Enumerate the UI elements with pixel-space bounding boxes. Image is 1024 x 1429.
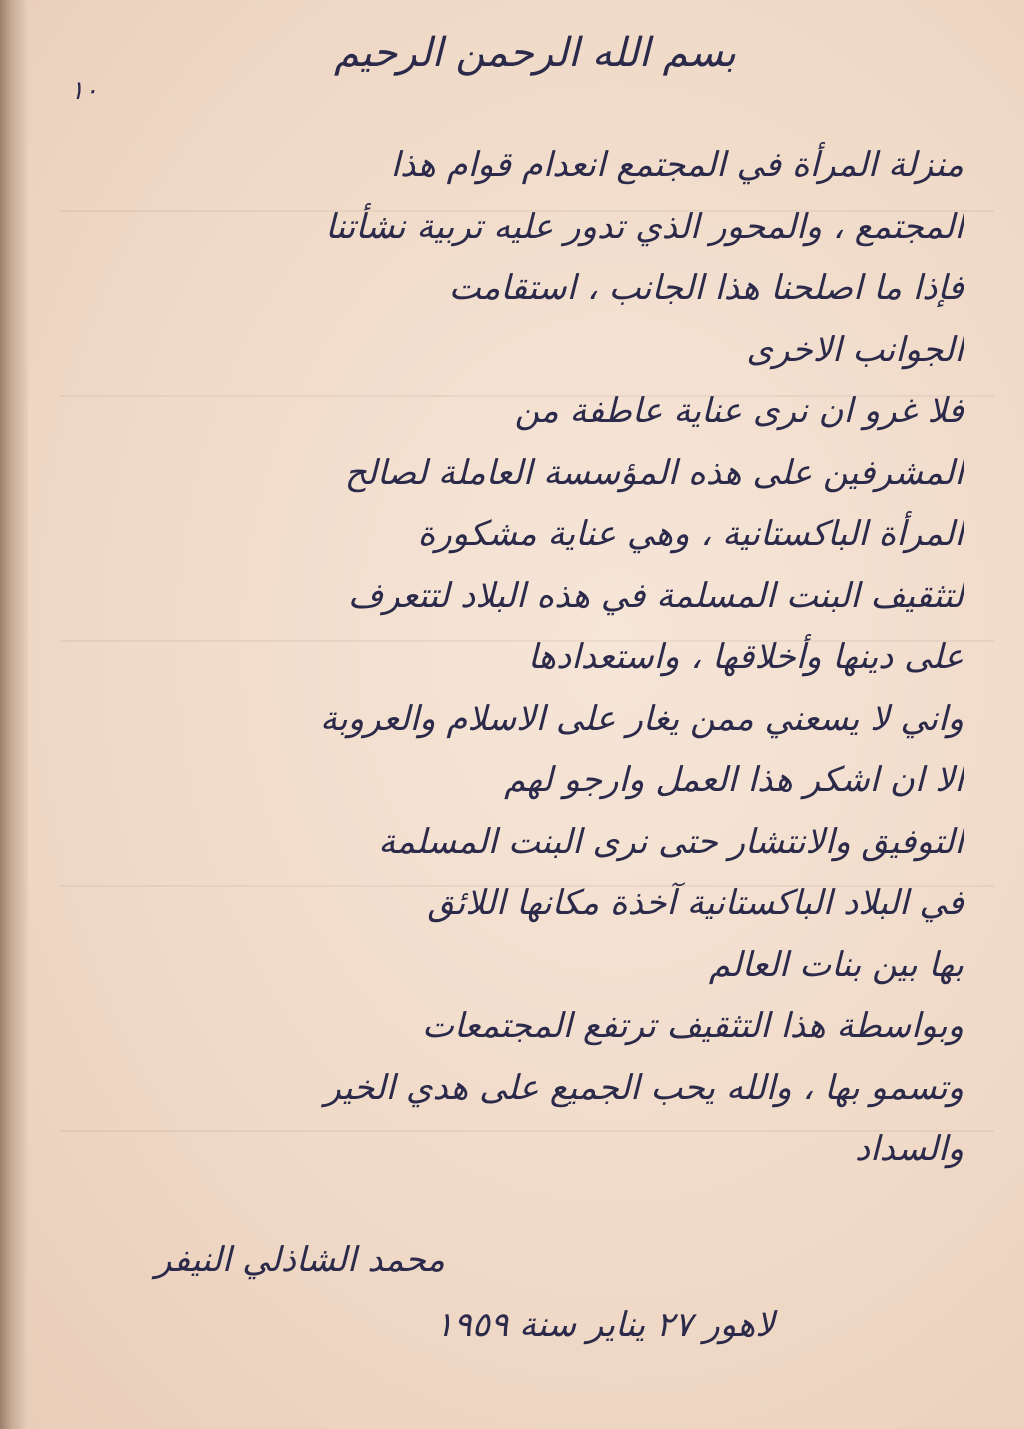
letter-line: لتثقيف البنت المسلمة في هذه البلاد لتتعرف xyxy=(348,575,964,616)
letter-line: المجتمع ، والمحور الذي تدور عليه تربية نشأتنا xyxy=(325,206,964,247)
letter-line: الا ان اشكر هذا العمل وارجو لهم xyxy=(504,760,964,800)
letter-line: وبواسطة هذا التثقيف ترتفع المجتمعات xyxy=(421,1006,964,1046)
page-number: ١٠ xyxy=(70,76,98,106)
letter-line: التوفيق والانتشار حتى نرى البنت المسلمة xyxy=(378,821,964,862)
letter-line: فلا غرو ان نرى عناية عاطفة من xyxy=(514,391,964,431)
letter-line: منزلة المرأة في المجتمع انعدام قوام هذا xyxy=(390,145,964,185)
letter-line: في البلاد الباكستانية آخذة مكانها اللائق xyxy=(427,883,964,923)
letter-line: الجوانب الاخرى xyxy=(746,329,964,370)
letter-line: فإذا ما اصلحنا هذا الجانب ، استقامت xyxy=(448,268,964,308)
letter-line: بها بين بنات العالم xyxy=(708,944,964,985)
letter-line: واني لا يسعني ممن يغار على الاسلام والعروبة xyxy=(320,698,964,739)
signature: محمد الشاذلي النيفر xyxy=(155,1240,445,1280)
letter-line: وتسمو بها ، والله يحب الجميع على هدي الخير xyxy=(324,1067,964,1108)
letter-line: المرأة الباكستانية ، وهي عناية مشكورة xyxy=(417,514,964,554)
basmala-header: بسم الله الرحمن الرحيم xyxy=(333,30,737,76)
place-and-date: لاهور ٢٧ يناير سنة ١٩٥٩ xyxy=(435,1305,775,1345)
letter-line: المشرفين على هذه المؤسسة العاملة لصالح xyxy=(344,452,964,493)
letter-line: والسداد xyxy=(855,1129,964,1169)
page-gutter-shadow xyxy=(0,0,28,1429)
letter-body xyxy=(40,135,964,1181)
letter-line: على دينها وأخلاقها ، واستعدادها xyxy=(527,637,964,677)
